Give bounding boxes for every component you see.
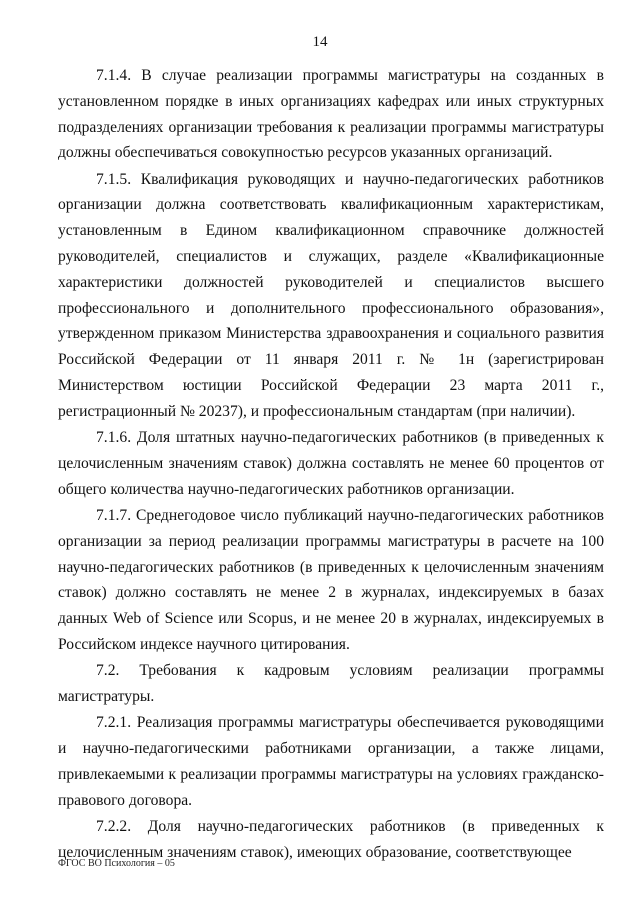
page-number: 14 [312,34,328,50]
paragraph-7-1-5: 7.1.5. Квалификация руководящих и научно-педагогических работников организации должна соответствовать квалификационным характеристикам, установленным в Едином квалификационном справочнике должностей руководителей, специалистов и служащих, разделе «Квалификационные характеристики должностей руководителей и специалистов высшего профессионального и дополнительного профессионального образования», утвержденном приказом Министерства здравоохранения и социального развития Российской Федерации от 11 января 2011 г. № 1н (зарегистрирован Министерством юстиции Российской Федерации 23 марта 2011 г., регистрационный № 20237), и профессиональным стандартам (при наличии). [58,170,604,420]
paragraph-7-1-6: 7.1.6. Доля штатных научно-педагогических работников (в приведенных к целочисленным значениям ставок) должна составлять не менее 60 процентов от общего количества научно-педагогических работников организации. [58,429,604,498]
document-body [58,63,604,866]
paragraph-7-1-4: 7.1.4. В случае реализации программы магистратуры на созданных в установленном порядке в иных организациях кафедрах или иных структурных подразделениях организации требования к реализации программы магистратуры должны обеспечиваться совокупностью ресурсов указанных организаций. [58,67,604,162]
footer-label: ФГОС ВО Психология – 05 [58,858,175,869]
paragraph-7-2-2: 7.2.2. Доля научно-педагогических работников (в приведенных к целочисленным значениям ставок), имеющих образование, соответствующее [58,818,604,861]
paragraph-7-2: 7.2. Требования к кадровым условиям реализации программы магистратуры. [58,662,604,706]
paragraph-7-1-7: 7.1.7. Среднегодовое число публикаций научно-педагогических работников организации за период реализации программы магистратуры в расчете на 100 научно-педагогических работников (в приведенных к целочисленным значениям ставок) должно составлять не менее 2 в журналах, индексируемых в базах данных Web of Science или Scopus, и не менее 20 в журналах, индексируемых в Российском индексе научного цитирования. [58,507,604,654]
paragraph-7-2-1: 7.2.1. Реализация программы магистратуры обеспечивается руководящими и научно-педагогическими работниками организации, а также лицами, привлекаемыми к реализации программы магистратуры на условиях гражданско-правового договора. [58,714,604,809]
